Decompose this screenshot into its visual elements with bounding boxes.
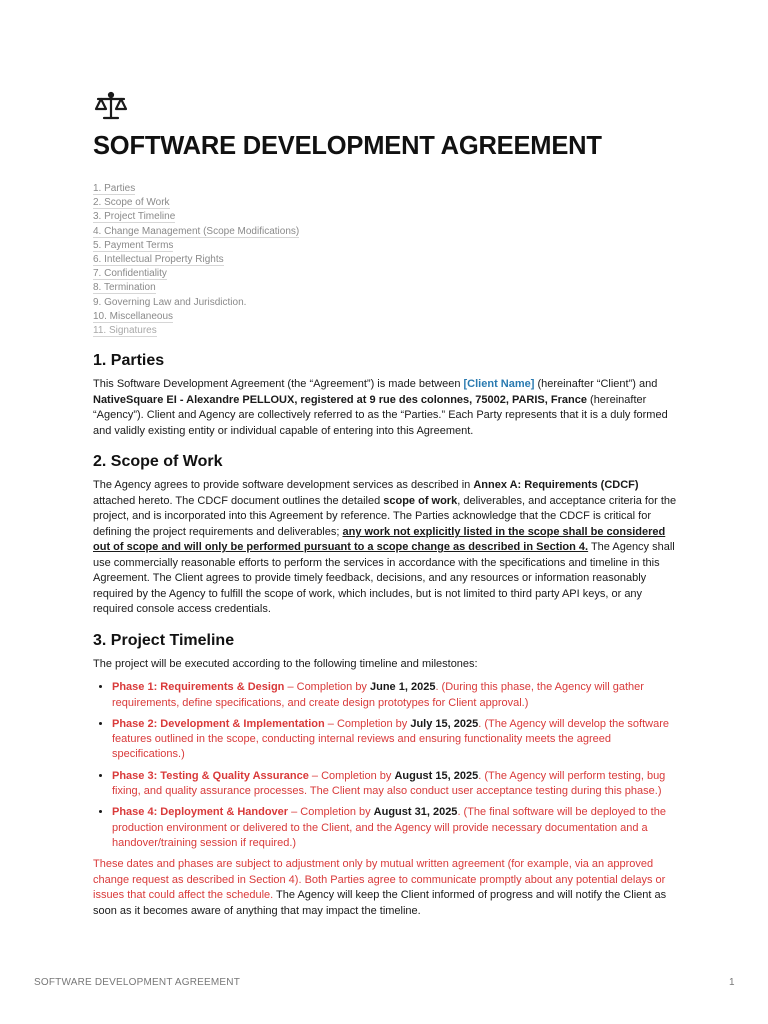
- toc-item[interactable]: [93, 210, 683, 224]
- scales-of-justice-icon: [93, 90, 129, 124]
- phase-name: Phase 4: Deployment & Handover: [112, 806, 289, 819]
- toc-link[interactable]: 6. Intellectual Property Rights: [93, 254, 224, 266]
- toc-item[interactable]: [93, 324, 683, 338]
- list-item: [112, 680, 683, 711]
- list-item: [112, 717, 683, 763]
- text-span: These dates and phases are subject to adjustment only by mutual written agreement (for example, via an approved change request as described in Section 4). Both Parties agree to communicate promptly about any potential delays or issues that could affect the schedule.: [93, 858, 666, 902]
- page-number: 1: [729, 977, 735, 988]
- toc-item[interactable]: [93, 239, 683, 253]
- list-item: [112, 769, 683, 800]
- scope-paragraph: [93, 478, 683, 618]
- text-span: – Completion by: [284, 681, 370, 694]
- toc-item[interactable]: [93, 182, 683, 196]
- text-span: attached hereto. The CDCF document outlines the detailed: [93, 494, 384, 507]
- timeline-intro: The project will be executed according to the following timeline and milestones:: [93, 657, 478, 670]
- scope-bold: scope of work: [383, 494, 458, 507]
- toc-link[interactable]: 5. Payment Terms: [93, 239, 174, 251]
- text-span: – Completion by: [308, 769, 395, 782]
- toc-item[interactable]: [93, 281, 683, 295]
- phase-date: July 15, 2025: [410, 717, 479, 730]
- toc-link[interactable]: 11. Signatures: [93, 325, 157, 337]
- toc-link[interactable]: 2. Scope of Work: [93, 197, 170, 209]
- agency-name: NativeSquare EI - Alexandre PELLOUX, registered at 9 rue des colonnes, 75002, PARIS, France: [93, 393, 587, 406]
- document-title: SOFTWARE DEVELOPMENT AGREEMENT: [93, 132, 602, 160]
- phase-name: Phase 2: Development & Implementation: [112, 717, 325, 730]
- out-of-scope-clause: any work not explicitly listed in the scope shall be considered out of scope and will only be performed pursuant to a scope change as described in Section 4.: [93, 525, 666, 554]
- client-name-placeholder: [Client Name]: [463, 378, 535, 391]
- section-heading-scope: 2. Scope of Work: [93, 453, 223, 471]
- document-page: [93, 90, 683, 933]
- text-span: (hereinafter “Agency”). Client and Agency are collectively referred to as the “Parties.” Each Party represents that it is a duly formed and validly existing entity or individual capable of entering into this Agreement.: [93, 393, 668, 437]
- toc-link[interactable]: 10. Miscellaneous: [93, 310, 174, 322]
- toc-link[interactable]: 1. Parties: [93, 183, 136, 194]
- section-heading-timeline: 3. Project Timeline: [93, 631, 235, 649]
- phase-date: August 15, 2025: [394, 769, 479, 782]
- annex-reference: Annex A: Requirements (CDCF): [473, 479, 639, 492]
- toc-item[interactable]: [93, 310, 683, 324]
- phase-description: . (The final software will be deployed to the production environment or delivered to the Client, and the Agency will provide necessary documentation and a handover/training session if required.): [112, 806, 666, 849]
- toc-link[interactable]: 9. Governing Law and Jurisdiction.: [93, 296, 247, 308]
- toc-item[interactable]: [93, 225, 683, 239]
- section-heading-parties: 1. Parties: [93, 352, 165, 370]
- phase-date: June 1, 2025: [370, 681, 436, 694]
- text-span: , deliverables, and acceptance criteria for the project, and is incorporated into this Agreement by reference. The Parties acknowledge that the CDCF is critical for defining the project requirements and deliverables;: [93, 494, 677, 538]
- toc-item[interactable]: [93, 253, 683, 267]
- toc-link[interactable]: 7. Confidentiality: [93, 268, 167, 280]
- list-item: [112, 805, 683, 851]
- footer-title: SOFTWARE DEVELOPMENT AGREEMENT: [34, 977, 241, 988]
- toc-link[interactable]: 3. Project Timeline: [93, 211, 176, 223]
- phase-date: August 31, 2025: [373, 806, 458, 819]
- text-span: This Software Development Agreement (the “Agreement”) is made between: [93, 378, 464, 391]
- parties-paragraph: [93, 377, 683, 439]
- text-span: The Agency agrees to provide software development services as described in: [93, 479, 474, 492]
- phase-description: . (During this phase, the Agency will gather requirements, define specifications, and create design prototypes for Client approval.): [112, 681, 644, 709]
- text-span: – Completion by: [324, 717, 411, 730]
- phase-name: Phase 1: Requirements & Design: [112, 681, 285, 694]
- phase-name: Phase 3: Testing & Quality Assurance: [112, 769, 309, 782]
- toc-link[interactable]: 4. Change Management (Scope Modifications): [93, 225, 300, 237]
- text-span: The Agency shall use commercially reasonable efforts to perform the services in accordance with the specifications and timeline in this Agreement. The Client agrees to provide timely feedback, decisions, and any resources or information reasonably required by the Agency to fulfill the scope of work, which includes, but is not limited to third party API keys, or any required console access credentials.: [93, 541, 675, 616]
- phase-list: [93, 680, 683, 851]
- table-of-contents: [93, 182, 683, 338]
- text-span: (hereinafter “Client”) and: [534, 378, 658, 391]
- text-span: The Agency will keep the Client informed of progress and will notify the Client as soon as it becomes aware of anything that may impact the timeline.: [93, 889, 667, 917]
- toc-item[interactable]: [93, 267, 683, 281]
- toc-item[interactable]: [93, 296, 683, 310]
- toc-link[interactable]: 8. Termination: [93, 282, 156, 294]
- toc-item[interactable]: [93, 196, 683, 210]
- text-span: – Completion by: [288, 806, 374, 819]
- timeline-closing: [93, 857, 683, 919]
- phase-description: . (The Agency will develop the software features outlined in the scope, conducting internal reviews and ensuring functionality meets the agreed specifications.): [112, 717, 669, 761]
- phase-description: . (The Agency will perform testing, bug fixing, and quality assurance processes. The Client may also conduct user acceptance testing during this phase.): [112, 769, 666, 798]
